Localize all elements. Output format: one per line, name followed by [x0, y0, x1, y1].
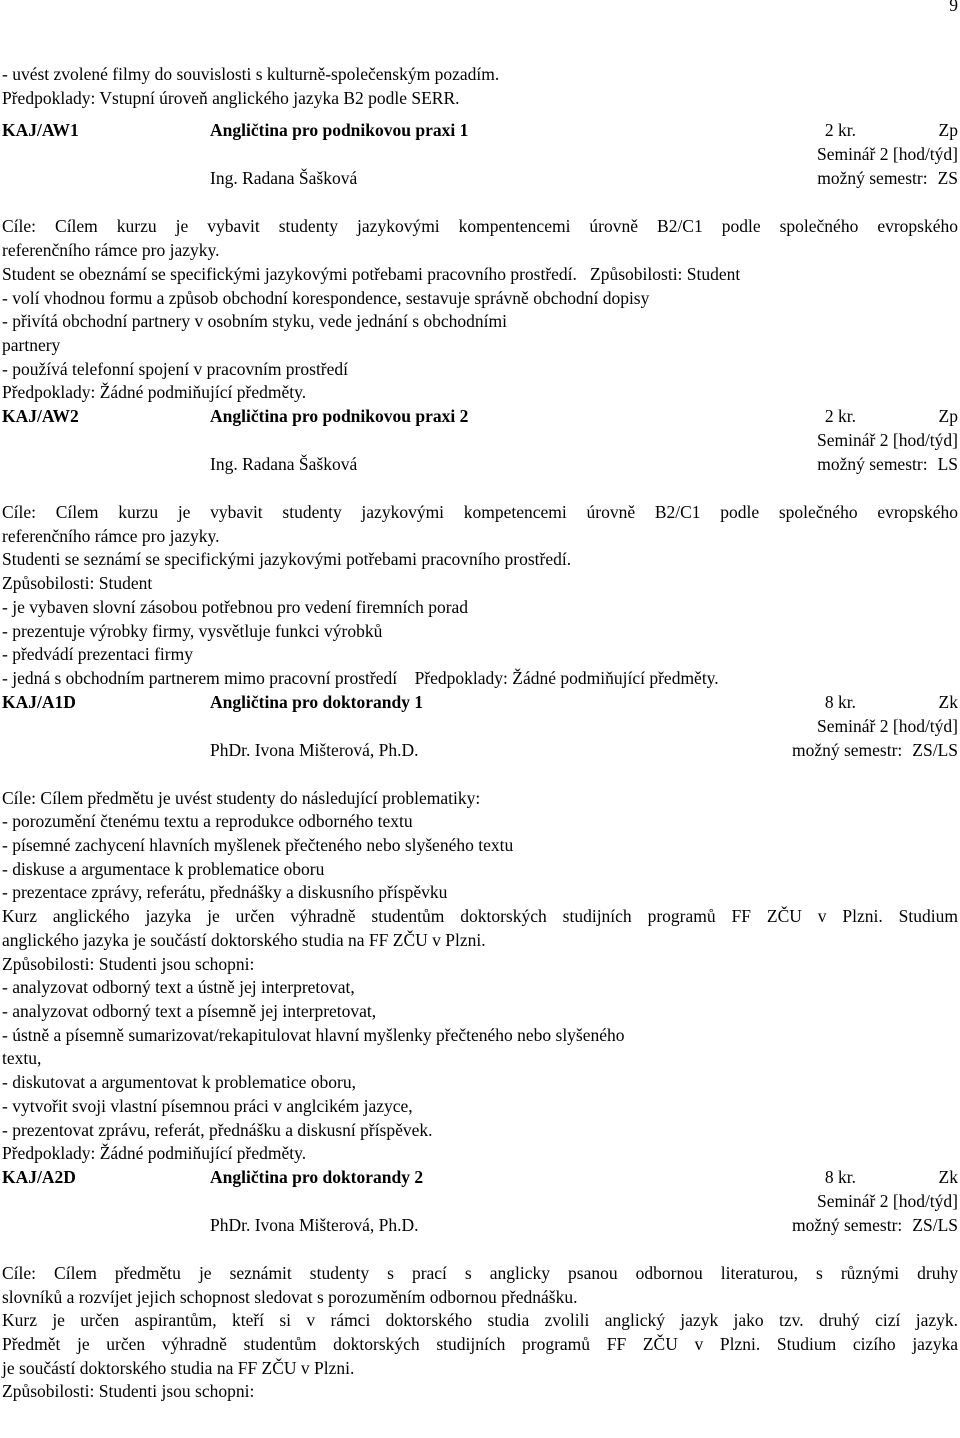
intro-line: Předpoklady: Vstupní úroveň anglického jazyka B2 podle SERR. [2, 87, 460, 108]
course-text-line: - analyzovat odborný text a písemně jej interpretovat, [2, 1000, 377, 1021]
course-text-line: - používá telefonní spojení v pracovním prostředí [2, 358, 349, 379]
course-header-kaj-a2d [2, 1166, 958, 1262]
course-text-line: - analyzovat odborný text a ústně jej interpretovat, [2, 977, 355, 998]
course-text-line: - volí vhodnou formu a způsob obchodní korespondence, sestavuje správně obchodní dopisy [2, 287, 650, 308]
course-code: KAJ/AW1 [2, 120, 79, 141]
page-number: 9 [949, 0, 958, 15]
semester-value: ZS/LS [912, 739, 958, 760]
course-text-line: Cíle: Cílem předmětu je uvést studenty do následující problematiky: [2, 787, 481, 808]
course-text-line: Způsobilosti: Studenti jsou schopni: [2, 953, 255, 974]
course-text-line: - vytvořit svoji vlastní písemnou práci v anglcikém jazyce, [2, 1095, 413, 1116]
course-teacher: PhDr. Ivona Mišterová, Ph.D. [210, 1214, 419, 1235]
course-credits: 8 kr. [824, 1166, 856, 1187]
course-format: Seminář 2 [hod/týd] [817, 430, 958, 451]
course-teacher: Ing. Radana Šašková [210, 454, 358, 475]
course-text-line: Cíle: Cílem kurzu je vybavit studenty jazykovými kompentencemi úrovně B2/C1 podle společného evropského [2, 216, 958, 237]
course-code: KAJ/AW2 [2, 406, 79, 427]
course-text-line: - ústně a písemně sumarizovat/rekapitulovat hlavní myšlenky přečteného nebo slyšeného [2, 1024, 625, 1045]
course-text-line: - diskuse a argumentace k problematice oboru [2, 858, 325, 879]
course-semester [792, 1214, 958, 1238]
course-credits: 8 kr. [824, 691, 856, 712]
course-format: Seminář 2 [hod/týd] [817, 144, 958, 165]
semester-label: možný semestr: [791, 1214, 903, 1235]
course-text-line: Student se obeznámí se specifickými jazykovými potřebami pracovního prostředí. Způsobilosti: Student [2, 263, 741, 284]
course-format: Seminář 2 [hod/týd] [817, 715, 958, 736]
course-teacher: PhDr. Ivona Mišterová, Ph.D. [210, 739, 419, 760]
semester-label: možný semestr: [817, 454, 928, 475]
course-text-line: - diskutovat a argumentovat k problematice oboru, [2, 1072, 356, 1093]
course-text-line: partnery [2, 334, 61, 355]
course-format: Seminář 2 [hod/týd] [817, 1190, 958, 1211]
course-teacher: Ing. Radana Šašková [210, 168, 358, 189]
course-semester [817, 167, 958, 191]
course-text-line: - jedná s obchodním partnerem mimo pracovní prostředí Předpoklady: Žádné podmiňující předměty. [2, 667, 719, 688]
course-text-line: Studenti se seznámí se specifickými jazykovými potřebami pracovního prostředí. [2, 549, 572, 570]
course-body-kaj-aw1 [2, 215, 958, 405]
course-title: Angličtina pro doktorandy 2 [210, 1166, 424, 1187]
semester-value: ZS/LS [912, 1214, 958, 1235]
course-text-line: - prezentovat zprávu, referát, přednášku a diskusní příspěvek. [2, 1119, 433, 1140]
course-text-line: - písemné zachycení hlavních myšlenek přečteného nebo slyšeného textu [2, 835, 514, 856]
course-text-line: Cíle: Cílem předmětu je seznámit studenty s prací s anglicky psanou odbornou literaturou, s různými druhy [2, 1262, 958, 1283]
course-text-line: Cíle: Cílem kurzu je vybavit studenty jazykovými kompetencemi úrovně B2/C1 podle společného evropského [2, 502, 958, 523]
course-text-line: referenčního rámce pro jazyky. [2, 525, 220, 546]
intro-line: - uvést zvolené filmy do souvislosti s kulturně-společenským pozadím. [2, 64, 500, 84]
course-text-line: - je vybaven slovní zásobou potřebnou pro vedení firemních porad [2, 596, 469, 617]
course-text-line: Předpoklady: Žádné podmiňující předměty. [2, 1143, 307, 1164]
course-text-line: - porozumění čtenému textu a reprodukce odborného textu [2, 811, 413, 832]
course-text-line: Kurz anglického jazyka je určen výhradně studentům doktorských studijních programů FF ZČU v Plzni. Studium [2, 906, 958, 927]
course-body-kaj-a2d [2, 1262, 958, 1404]
course-code: KAJ/A1D [2, 691, 76, 712]
course-title: Angličtina pro podnikovou praxi 2 [210, 406, 469, 427]
course-title: Angličtina pro podnikovou praxi 1 [210, 120, 469, 141]
page-content [2, 63, 958, 1404]
course-text-line: slovníků a rozvíjet jejich schopnost sledovat s porozuměním odbornou přednášku. [2, 1286, 578, 1307]
course-text-line: - prezentuje výrobky firmy, vysvětluje funkci výrobků [2, 620, 383, 641]
course-text-line: - prezentace zprávy, referátu, přednášky a diskusního příspěvku [2, 882, 448, 903]
course-text-line: - přivítá obchodní partnery v osobním styku, vede jednání s obchodními [2, 311, 507, 332]
course-text-line: referenčního rámce pro jazyky. [2, 240, 220, 261]
course-header-kaj-aw1 [2, 119, 958, 215]
course-header-kaj-aw2 [2, 405, 958, 501]
course-title: Angličtina pro doktorandy 1 [210, 691, 424, 712]
course-completion: Zk [938, 1166, 958, 1187]
semester-value: ZS [937, 168, 958, 189]
course-semester [792, 739, 958, 763]
course-code: KAJ/A2D [2, 1166, 76, 1187]
course-text-line: Předpoklady: Žádné podmiňující předměty. [2, 382, 307, 403]
course-text-line: textu, [2, 1048, 42, 1069]
semester-label: možný semestr: [791, 739, 903, 760]
course-text-line: Kurz je určen aspirantům, kteří si v rámci doktorského studia zvolili anglický jazyk jako tzv. druhý cizí jazyk. [2, 1310, 958, 1331]
course-text-line: je součástí doktorského studia na FF ZČU v Plzni. [2, 1357, 355, 1378]
course-body-kaj-aw2 [2, 501, 958, 691]
semester-label: možný semestr: [817, 168, 928, 189]
course-completion: Zp [938, 120, 958, 141]
course-completion: Zp [938, 406, 958, 427]
course-body-kaj-a1d [2, 787, 958, 1166]
course-header-kaj-a1d [2, 691, 958, 787]
course-semester [817, 453, 958, 477]
course-completion: Zk [938, 691, 958, 712]
course-credits: 2 kr. [824, 406, 856, 427]
course-text-line: Předmět je určen výhradně studentům doktorských studijních programů FF ZČU v Plzni. Studium cizího jazyka [2, 1334, 958, 1355]
course-text-line: - předvádí prezentaci firmy [2, 644, 193, 665]
course-text-line: Způsobilosti: Studenti jsou schopni: [2, 1381, 255, 1402]
semester-value: LS [937, 454, 958, 475]
course-text-line: Způsobilosti: Student [2, 573, 153, 594]
course-credits: 2 kr. [824, 120, 856, 141]
course-text-line: anglického jazyka je součástí doktorského studia na FF ZČU v Plzni. [2, 929, 486, 950]
